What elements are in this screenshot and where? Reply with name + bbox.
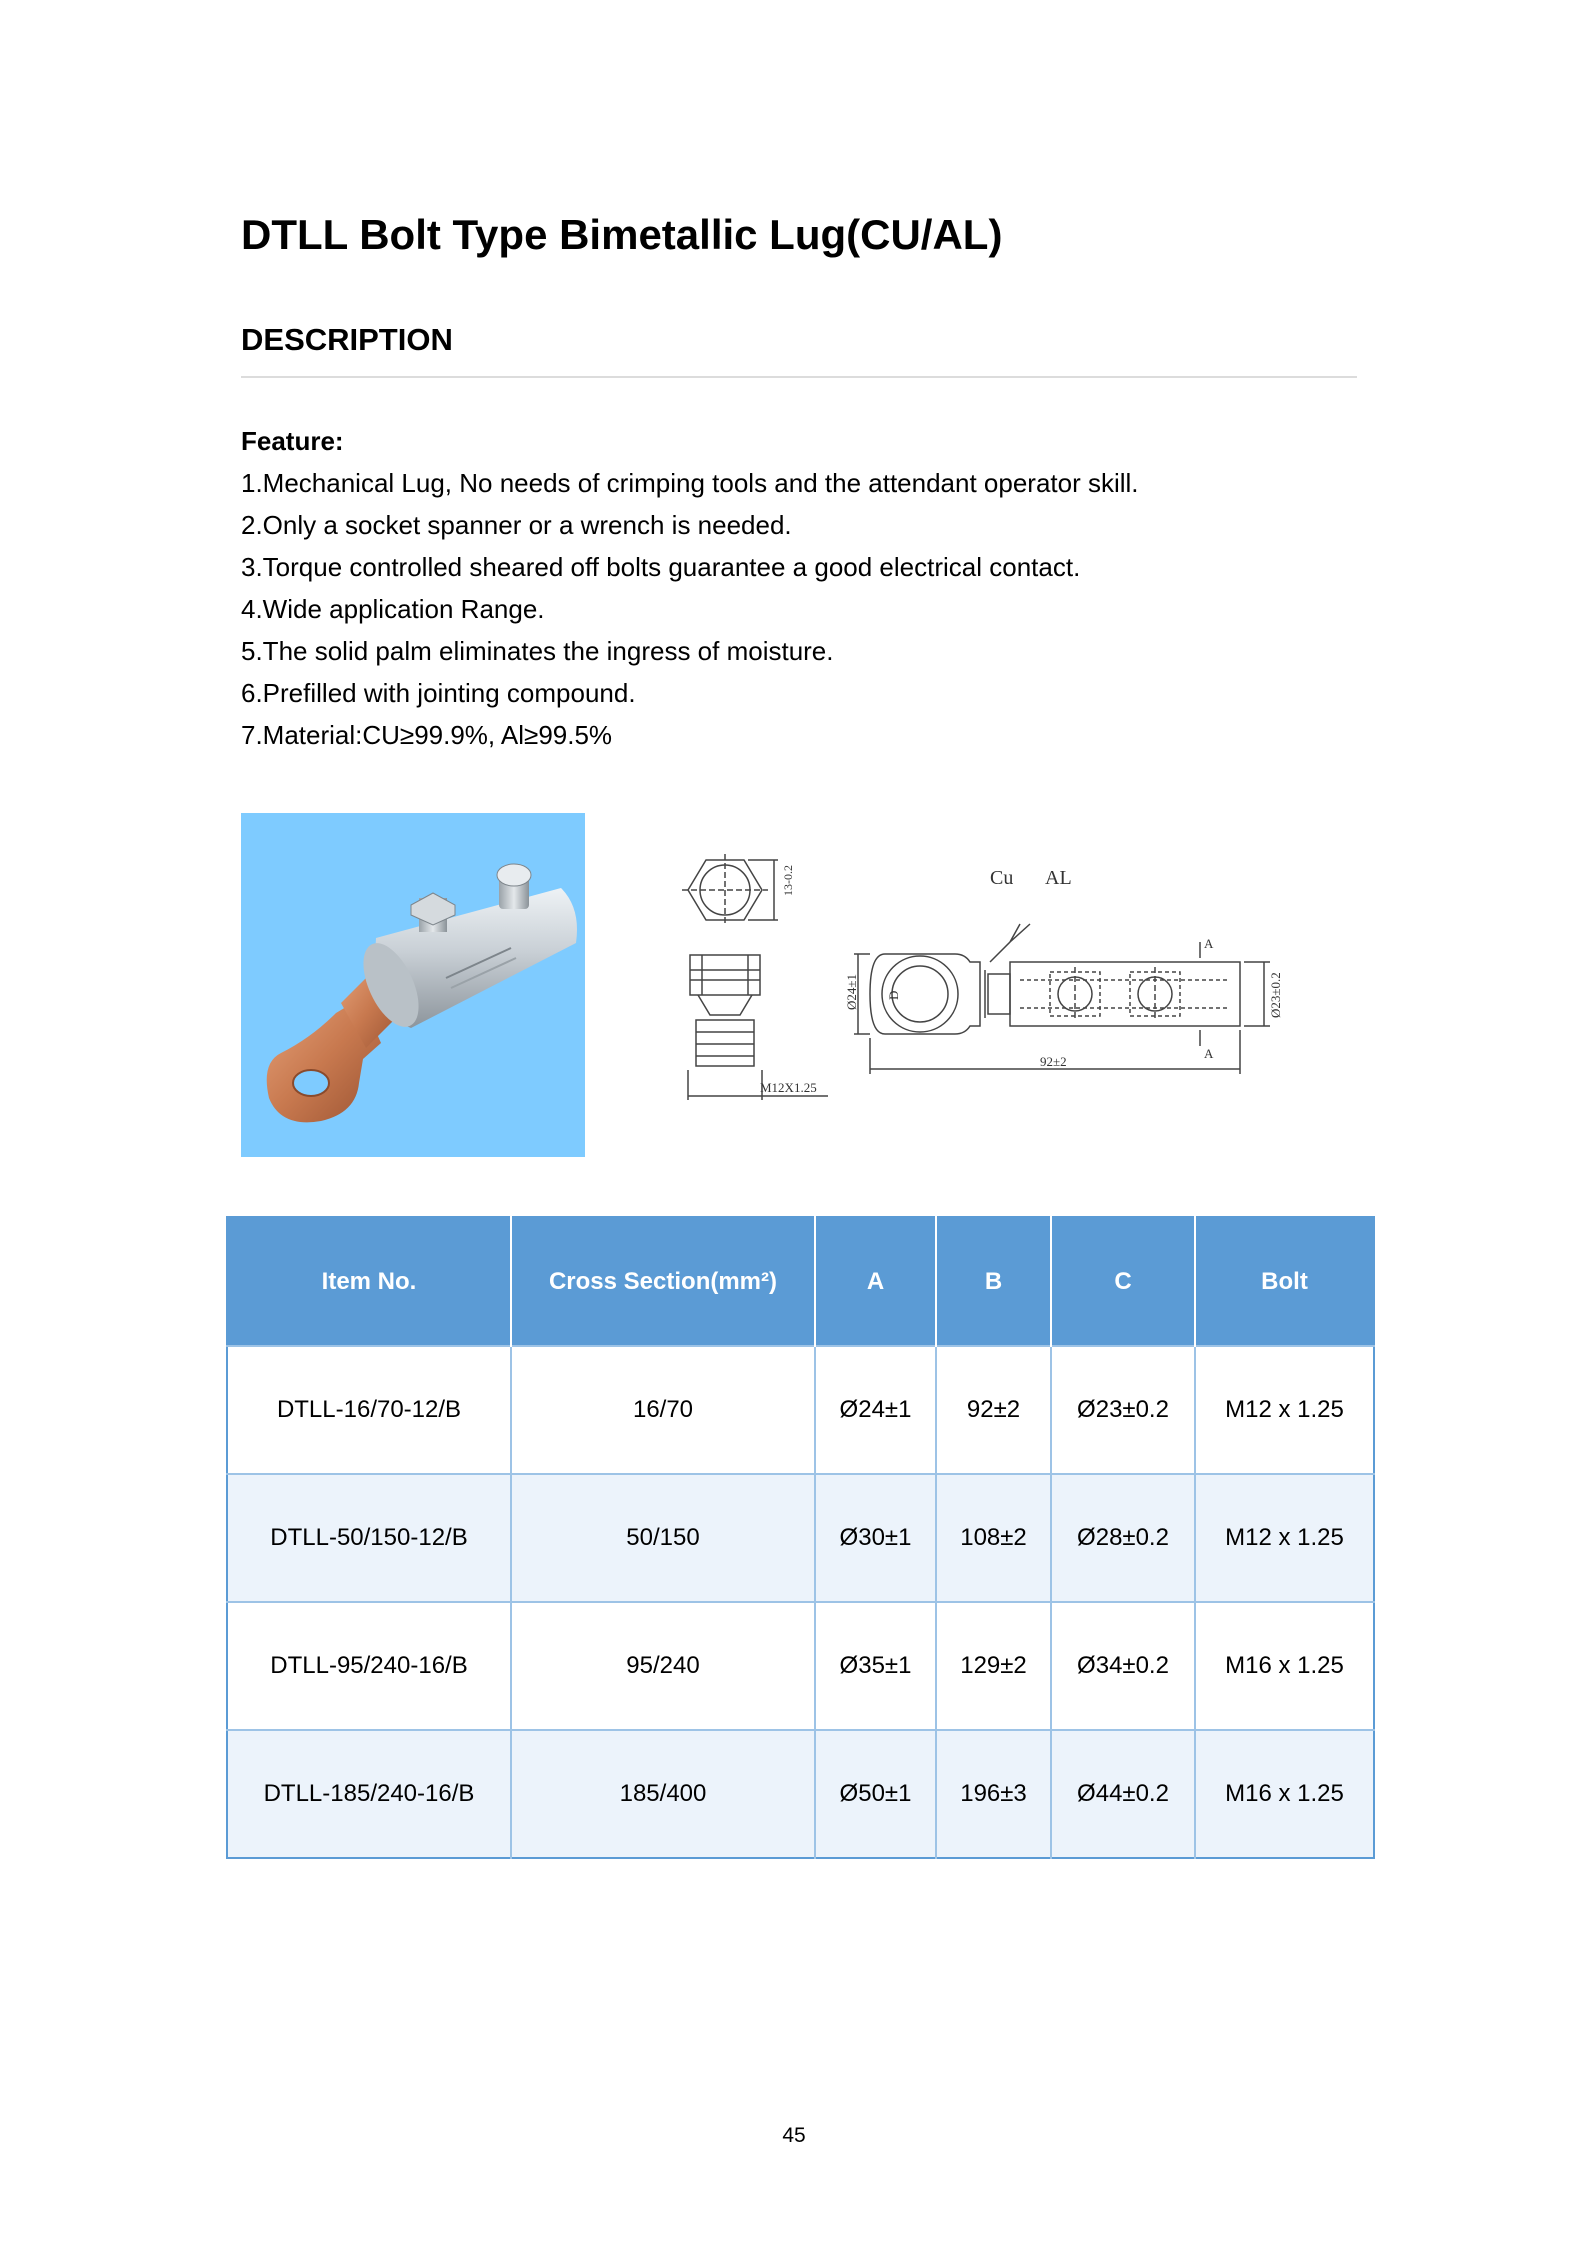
cell-b: 92±2 [936,1346,1051,1474]
cell-item-no: DTLL-16/70-12/B [227,1346,511,1474]
cell-a: Ø30±1 [815,1474,936,1602]
cell-a: Ø24±1 [815,1346,936,1474]
page-number: 45 [782,2124,806,2147]
header-a: A [815,1217,936,1346]
cell-b: 129±2 [936,1602,1051,1730]
spec-table [226,1216,1375,1859]
dim-c-label: Ø23±0.2 [1268,972,1283,1018]
cell-b: 108±2 [936,1474,1051,1602]
cell-item-no: DTLL-185/240-16/B [227,1730,511,1858]
cell-cross-section: 185/400 [511,1730,815,1858]
feature-item: 6.Prefilled with jointing compound. [241,678,636,708]
cell-cross-section: 95/240 [511,1602,815,1730]
lug-drawing [844,862,1310,1116]
section-mark-bottom: A [1204,1046,1214,1061]
cu-label: Cu [990,867,1014,889]
header-bolt: Bolt [1195,1217,1374,1346]
header-cross-section: Cross Section(mm²) [511,1217,815,1346]
dim-b-label: 92±2 [1040,1054,1067,1069]
hex-dim-label: 13-0.2 [781,865,795,896]
page-title: DTLL Bolt Type Bimetallic Lug(CU/AL) [241,211,1003,258]
cell-bolt: M16 x 1.25 [1195,1730,1374,1858]
d-label: D [886,990,901,1000]
feature-list [241,462,1139,756]
bimetallic-lug-photo [241,813,585,1157]
cell-bolt: M12 x 1.25 [1195,1346,1374,1474]
cell-c: Ø23±0.2 [1051,1346,1195,1474]
cell-item-no: DTLL-95/240-16/B [227,1602,511,1730]
cell-item-no: DTLL-50/150-12/B [227,1474,511,1602]
product-photo [241,813,585,1157]
cell-c: Ø44±0.2 [1051,1730,1195,1858]
cell-c: Ø34±0.2 [1051,1602,1195,1730]
bolt-drawing [668,850,838,1112]
feature-item: 3.Torque controlled sheared off bolts guarantee a good electrical contact. [241,552,1081,582]
bolt-thread-label: M12X1.25 [760,1080,817,1095]
table-row [227,1730,1374,1858]
feature-item: 2.Only a socket spanner or a wrench is needed. [241,510,792,540]
header-b: B [936,1217,1051,1346]
cell-cross-section: 50/150 [511,1474,815,1602]
feature-item: 1.Mechanical Lug, No needs of crimping tools and the attendant operator skill. [241,468,1139,498]
cell-a: Ø50±1 [815,1730,936,1858]
header-c: C [1051,1217,1195,1346]
header-item-no: Item No. [227,1217,511,1346]
table-header-row [227,1217,1374,1346]
dim-a-label: Ø24±1 [844,973,859,1010]
cell-b: 196±3 [936,1730,1051,1858]
section-mark-top: A [1204,936,1214,951]
cell-a: Ø35±1 [815,1602,936,1730]
cell-bolt: M16 x 1.25 [1195,1602,1374,1730]
section-heading-description: DESCRIPTION [241,322,453,357]
al-label: AL [1045,867,1072,889]
table-row [227,1474,1374,1602]
table-row [227,1602,1374,1730]
feature-item: 4.Wide application Range. [241,594,545,624]
table-row [227,1346,1374,1474]
cell-cross-section: 16/70 [511,1346,815,1474]
feature-item: 5.The solid palm eliminates the ingress of moisture. [241,636,834,666]
heading-divider [241,376,1357,378]
cell-c: Ø28±0.2 [1051,1474,1195,1602]
cell-bolt: M12 x 1.25 [1195,1474,1374,1602]
feature-item: 7.Material:CU≥99.9%, Al≥99.5% [241,720,613,750]
feature-heading: Feature: [241,426,344,456]
